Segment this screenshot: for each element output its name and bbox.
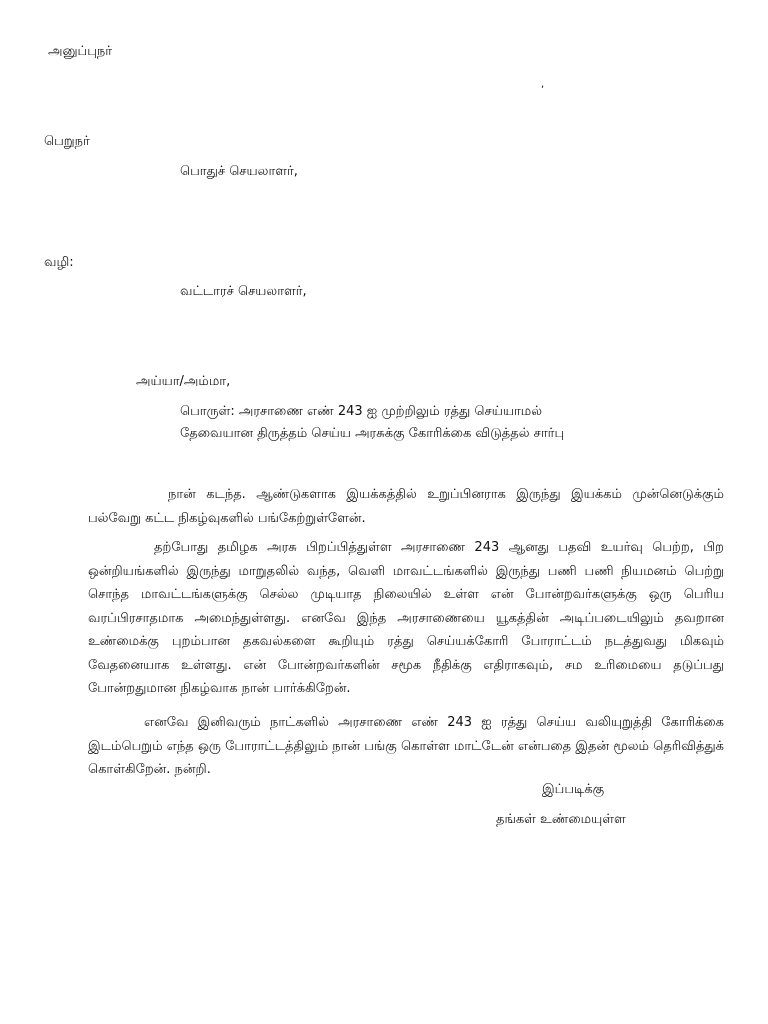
recipient-name: பொதுச் செயலாளர்,	[180, 164, 298, 179]
body-paragraph-2: தற்போது தமிழக அரசு பிறப்பித்துள்ள அரசாணை 243 ஆனது பதவி உயர்வு பெற்ற, பிற ஒன்றியங்களில் இருந்து மாறுதலில் வந்த, வெளி மாவட்டங்களில் இருந்து பணி பணி நியமனம் பெற்று சொந்த மாவட்டங்களுக்கு செல்ல முடியாத நிலையில் உள்ள என் போன்றவர்களுக்கு ஒரு பெரிய வரப்பிரசாதமாக அமைந்துள்ளது. எனவே இந்த அரசாணையை யூகத்தின் அடிப்படையிலும் தவறான உண்மைக்கு புறம்பான தகவல்களை கூறியும் ரத்து செய்யக்கோரி போராட்டம் நடத்துவது மிகவும் வேதனையாக உள்ளது. என் போன்றவர்களின் சமூக நீதிக்கு எதிராகவும், சம உரிமையை தடுப்பது போன்றதுமான நிகழ்வாக நான் பார்க்கிறேன்.	[88, 540, 724, 696]
body-paragraph-1: நான் கடந்த. ஆண்டுகளாக இயக்கத்தில் உறுப்பினராக இருந்து இயக்கம் முன்னெடுக்கும் பல்வேறு கட்ட நிகழ்வுகளில் பங்கேற்றுள்ளேன்.	[88, 487, 724, 526]
recipient-label: பெறுநர்	[44, 134, 90, 149]
subject-line-2: தேவையான திருத்தம் செய்ய அரசுக்கு கோரிக்கை விடுத்தல் சார்பு	[180, 426, 565, 441]
closing: இப்படிக்கு	[542, 782, 605, 797]
via-name: வட்டாரச் செயலாளர்,	[180, 284, 307, 299]
stray-mark: ,	[541, 79, 545, 90]
body-paragraph-3: எனவே இனிவரும் நாட்களில் அரசாணை எண் 243 ஐ ரத்து செய்ய வலியுறுத்தி கோரிக்கை இடம்பெறும் எந்த ஒரு போராட்டத்திலும் நான் பங்கு கொள்ள மாட்டேன் என்பதை இதன் மூலம் தெரிவித்துக் கொள்கிறேன். நன்றி.	[88, 715, 724, 777]
signoff: தங்கள் உண்மையுள்ள	[496, 812, 626, 827]
via-label: வழி:	[44, 255, 74, 270]
sender-label: அனுப்புநர்	[48, 44, 113, 59]
subject-line-1: பொருள்: அரசாணை எண் 243 ஐ முற்றிலும் ரத்து செய்யாமல்	[180, 404, 543, 419]
salutation: அய்யா/அம்மா,	[136, 374, 231, 389]
